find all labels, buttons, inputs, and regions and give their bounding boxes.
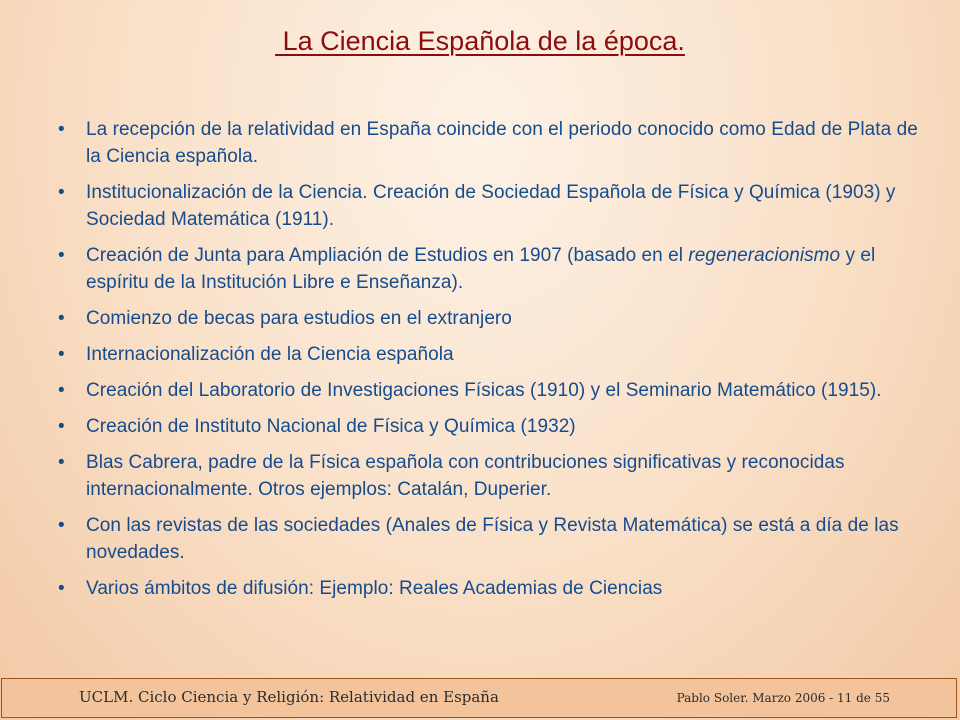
bullet-text: Creación de Instituto Nacional de Física y Química (1932) bbox=[86, 416, 576, 437]
bullet-icon: • bbox=[58, 380, 65, 401]
bullet-icon: • bbox=[58, 416, 65, 437]
footer-course-title: UCLM. Ciclo Ciencia y Religión: Relatividad en España bbox=[79, 688, 499, 706]
bullet-item bbox=[56, 575, 926, 602]
bullet-text: Creación del Laboratorio de Investigaciones Físicas (1910) y el Seminario Matemático (1915). bbox=[86, 380, 882, 401]
bullet-item bbox=[56, 341, 926, 368]
bullet-text-italic: regeneracionismo bbox=[688, 245, 841, 266]
bullet-item bbox=[56, 179, 926, 233]
bullet-text-after: y el espíritu de la Institución Libre e Enseñanza). bbox=[86, 245, 876, 293]
bullet-text: Varios ámbitos de difusión: Ejemplo: Reales Academias de Ciencias bbox=[86, 578, 663, 599]
bullet-icon: • bbox=[58, 578, 65, 599]
bullet-item bbox=[56, 512, 926, 566]
bullet-list bbox=[56, 116, 926, 611]
bullet-icon: • bbox=[58, 515, 65, 536]
bullet-item bbox=[56, 116, 926, 170]
bullet-item bbox=[56, 242, 926, 296]
bullet-icon: • bbox=[58, 308, 65, 329]
bullet-text: La recepción de la relatividad en España coincide con el periodo conocido como Edad de Plata de la Ciencia española. bbox=[86, 119, 918, 167]
bullet-text-before: Creación de Junta para Ampliación de Estudios en 1907 (basado en el bbox=[86, 245, 689, 266]
bullet-item bbox=[56, 305, 926, 332]
bullet-icon: • bbox=[58, 119, 65, 140]
bullet-text: Con las revistas de las sociedades (Anales de Física y Revista Matemática) se está a día de las novedades. bbox=[86, 515, 899, 563]
bullet-text: Institucionalización de la Ciencia. Creación de Sociedad Española de Física y Química (1903) y Sociedad Matemática (1911). bbox=[86, 182, 896, 230]
bullet-text: Internacionalización de la Ciencia española bbox=[86, 344, 454, 365]
slide-footer bbox=[1, 678, 957, 718]
bullet-item bbox=[56, 413, 926, 440]
bullet-icon: • bbox=[58, 182, 65, 203]
bullet-item bbox=[56, 449, 926, 503]
bullet-text: Comienzo de becas para estudios en el extranjero bbox=[86, 308, 512, 329]
bullet-icon: • bbox=[58, 344, 65, 365]
bullet-item bbox=[56, 377, 926, 404]
slide-title: La Ciencia Española de la época. bbox=[275, 26, 685, 56]
bullet-text: Blas Cabrera, padre de la Física española con contribuciones significativas y reconocidas internacionalmente. Otros ejemplos: Catalán, Duperier. bbox=[86, 452, 845, 500]
bullet-icon: • bbox=[58, 452, 65, 473]
footer-author-page: Pablo Soler. Marzo 2006 - 11 de 55 bbox=[676, 691, 890, 705]
bullet-icon: • bbox=[58, 245, 65, 266]
